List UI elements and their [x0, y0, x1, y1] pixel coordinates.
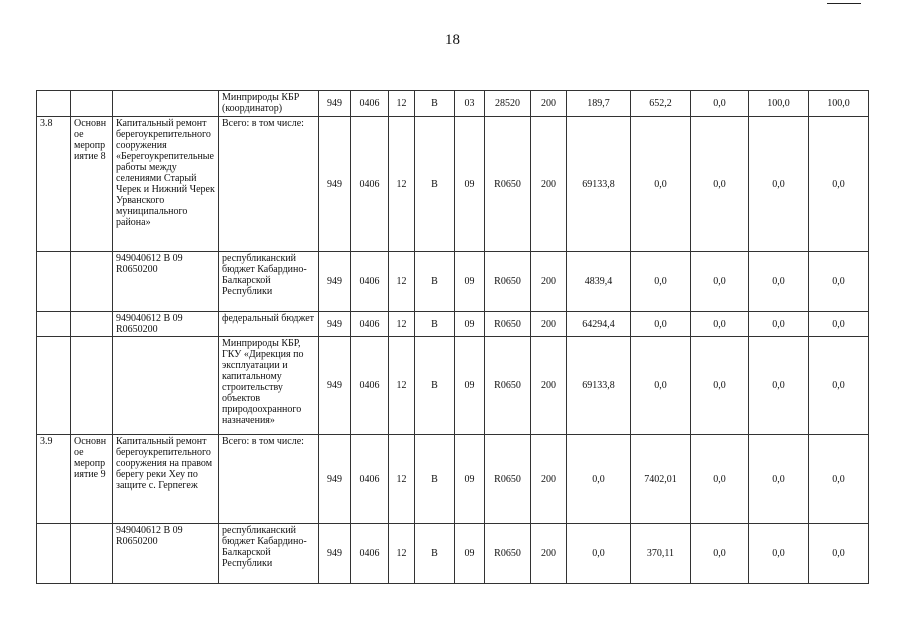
cell-num	[37, 252, 71, 312]
cell-value-5: 0,0	[809, 337, 869, 435]
cell-rz: 0406	[351, 117, 389, 252]
cell-value-4: 100,0	[749, 91, 809, 117]
cell-rz: 0406	[351, 524, 389, 584]
cell-code-c: R0650	[485, 435, 531, 524]
cell-value-3: 0,0	[691, 312, 749, 337]
cell-vr: 200	[531, 252, 567, 312]
cell-code-a: В	[415, 435, 455, 524]
cell-executor: федеральный бюджет	[219, 312, 319, 337]
cell-pr: 12	[389, 337, 415, 435]
cell-vr: 200	[531, 337, 567, 435]
cell-rz: 0406	[351, 312, 389, 337]
cell-value-2: 0,0	[631, 312, 691, 337]
cell-rz: 0406	[351, 91, 389, 117]
cell-value-5: 0,0	[809, 117, 869, 252]
cell-value-2: 0,0	[631, 117, 691, 252]
cell-value-2: 370,11	[631, 524, 691, 584]
cell-value-4: 0,0	[749, 524, 809, 584]
table-row	[37, 252, 869, 312]
budget-table	[36, 90, 869, 584]
cell-pr: 12	[389, 435, 415, 524]
cell-type: Основное мероприятие 8	[71, 117, 113, 252]
cell-num	[37, 91, 71, 117]
cell-code-b: 09	[455, 252, 485, 312]
cell-grbs: 949	[319, 117, 351, 252]
cell-value-3: 0,0	[691, 91, 749, 117]
cell-vr: 200	[531, 312, 567, 337]
cell-code-c: R0650	[485, 252, 531, 312]
cell-code-a: В	[415, 252, 455, 312]
table-row	[37, 91, 869, 117]
table-body	[37, 91, 869, 584]
cell-type: Основное мероприятие 9	[71, 435, 113, 524]
cell-value-4: 0,0	[749, 312, 809, 337]
cell-vr: 200	[531, 91, 567, 117]
cell-value-4: 0,0	[749, 435, 809, 524]
cell-name: 949040612 В 09 R0650200	[113, 312, 219, 337]
cell-value-2: 0,0	[631, 252, 691, 312]
cell-value-1: 64294,4	[567, 312, 631, 337]
cell-type	[71, 337, 113, 435]
cell-value-2: 652,2	[631, 91, 691, 117]
cell-grbs: 949	[319, 252, 351, 312]
cell-code-b: 09	[455, 435, 485, 524]
cell-code-a: В	[415, 337, 455, 435]
cell-value-3: 0,0	[691, 252, 749, 312]
cell-type	[71, 91, 113, 117]
table-row	[37, 312, 869, 337]
corner-mark	[827, 0, 861, 4]
table-row	[37, 435, 869, 524]
cell-code-b: 09	[455, 524, 485, 584]
cell-value-4: 0,0	[749, 252, 809, 312]
cell-code-a: В	[415, 524, 455, 584]
cell-executor: Минприроды КБР, ГКУ «Дирекция по эксплуатации и капитальному строительству объектов природоохранного назначения»	[219, 337, 319, 435]
table-row	[37, 117, 869, 252]
cell-value-3: 0,0	[691, 117, 749, 252]
cell-code-b: 03	[455, 91, 485, 117]
cell-code-b: 09	[455, 312, 485, 337]
cell-executor: Всего: в том числе:	[219, 435, 319, 524]
cell-num	[37, 312, 71, 337]
cell-grbs: 949	[319, 435, 351, 524]
cell-value-1: 189,7	[567, 91, 631, 117]
cell-rz: 0406	[351, 435, 389, 524]
cell-grbs: 949	[319, 524, 351, 584]
cell-grbs: 949	[319, 312, 351, 337]
cell-code-a: В	[415, 117, 455, 252]
cell-name	[113, 91, 219, 117]
cell-value-1: 69133,8	[567, 117, 631, 252]
cell-num: 3.9	[37, 435, 71, 524]
cell-code-c: R0650	[485, 117, 531, 252]
cell-code-a: В	[415, 91, 455, 117]
cell-executor: республиканский бюджет Кабардино-Балкарской Республики	[219, 252, 319, 312]
cell-value-1: 0,0	[567, 435, 631, 524]
cell-value-2: 7402,01	[631, 435, 691, 524]
cell-type	[71, 312, 113, 337]
cell-pr: 12	[389, 312, 415, 337]
cell-code-b: 09	[455, 337, 485, 435]
cell-vr: 200	[531, 435, 567, 524]
table-row	[37, 524, 869, 584]
cell-code-a: В	[415, 312, 455, 337]
cell-code-c: R0650	[485, 337, 531, 435]
cell-pr: 12	[389, 117, 415, 252]
cell-pr: 12	[389, 252, 415, 312]
cell-pr: 12	[389, 91, 415, 117]
cell-value-5: 100,0	[809, 91, 869, 117]
cell-value-1: 0,0	[567, 524, 631, 584]
cell-code-c: R0650	[485, 312, 531, 337]
cell-type	[71, 252, 113, 312]
cell-value-3: 0,0	[691, 435, 749, 524]
cell-grbs: 949	[319, 337, 351, 435]
cell-vr: 200	[531, 524, 567, 584]
cell-code-c: R0650	[485, 524, 531, 584]
cell-name: Капитальный ремонт берегоукрепительного сооружения «Берегоукрепительные работы между селениями Старый Черек и Нижний Черек Урванского муниципального района»	[113, 117, 219, 252]
cell-value-5: 0,0	[809, 252, 869, 312]
cell-executor: республиканский бюджет Кабардино-Балкарской Республики	[219, 524, 319, 584]
cell-value-3: 0,0	[691, 337, 749, 435]
cell-rz: 0406	[351, 252, 389, 312]
cell-type	[71, 524, 113, 584]
cell-vr: 200	[531, 117, 567, 252]
cell-grbs: 949	[319, 91, 351, 117]
cell-executor: Всего: в том числе:	[219, 117, 319, 252]
cell-name	[113, 337, 219, 435]
cell-value-4: 0,0	[749, 117, 809, 252]
cell-num	[37, 524, 71, 584]
cell-value-5: 0,0	[809, 312, 869, 337]
cell-name: 949040612 В 09 R0650200	[113, 252, 219, 312]
cell-rz: 0406	[351, 337, 389, 435]
cell-num: 3.8	[37, 117, 71, 252]
cell-value-1: 4839,4	[567, 252, 631, 312]
cell-value-4: 0,0	[749, 337, 809, 435]
cell-pr: 12	[389, 524, 415, 584]
cell-value-5: 0,0	[809, 524, 869, 584]
cell-value-3: 0,0	[691, 524, 749, 584]
cell-value-1: 69133,8	[567, 337, 631, 435]
cell-code-b: 09	[455, 117, 485, 252]
page-number: 18	[445, 32, 460, 48]
cell-name: Капитальный ремонт берегоукрепительного сооружения на правом берегу реки Хеу по защите с. Герпегеж	[113, 435, 219, 524]
cell-executor: Минприроды КБР (координатор)	[219, 91, 319, 117]
cell-name: 949040612 В 09 R0650200	[113, 524, 219, 584]
cell-value-5: 0,0	[809, 435, 869, 524]
cell-num	[37, 337, 71, 435]
table-row	[37, 337, 869, 435]
cell-code-c: 28520	[485, 91, 531, 117]
cell-value-2: 0,0	[631, 337, 691, 435]
